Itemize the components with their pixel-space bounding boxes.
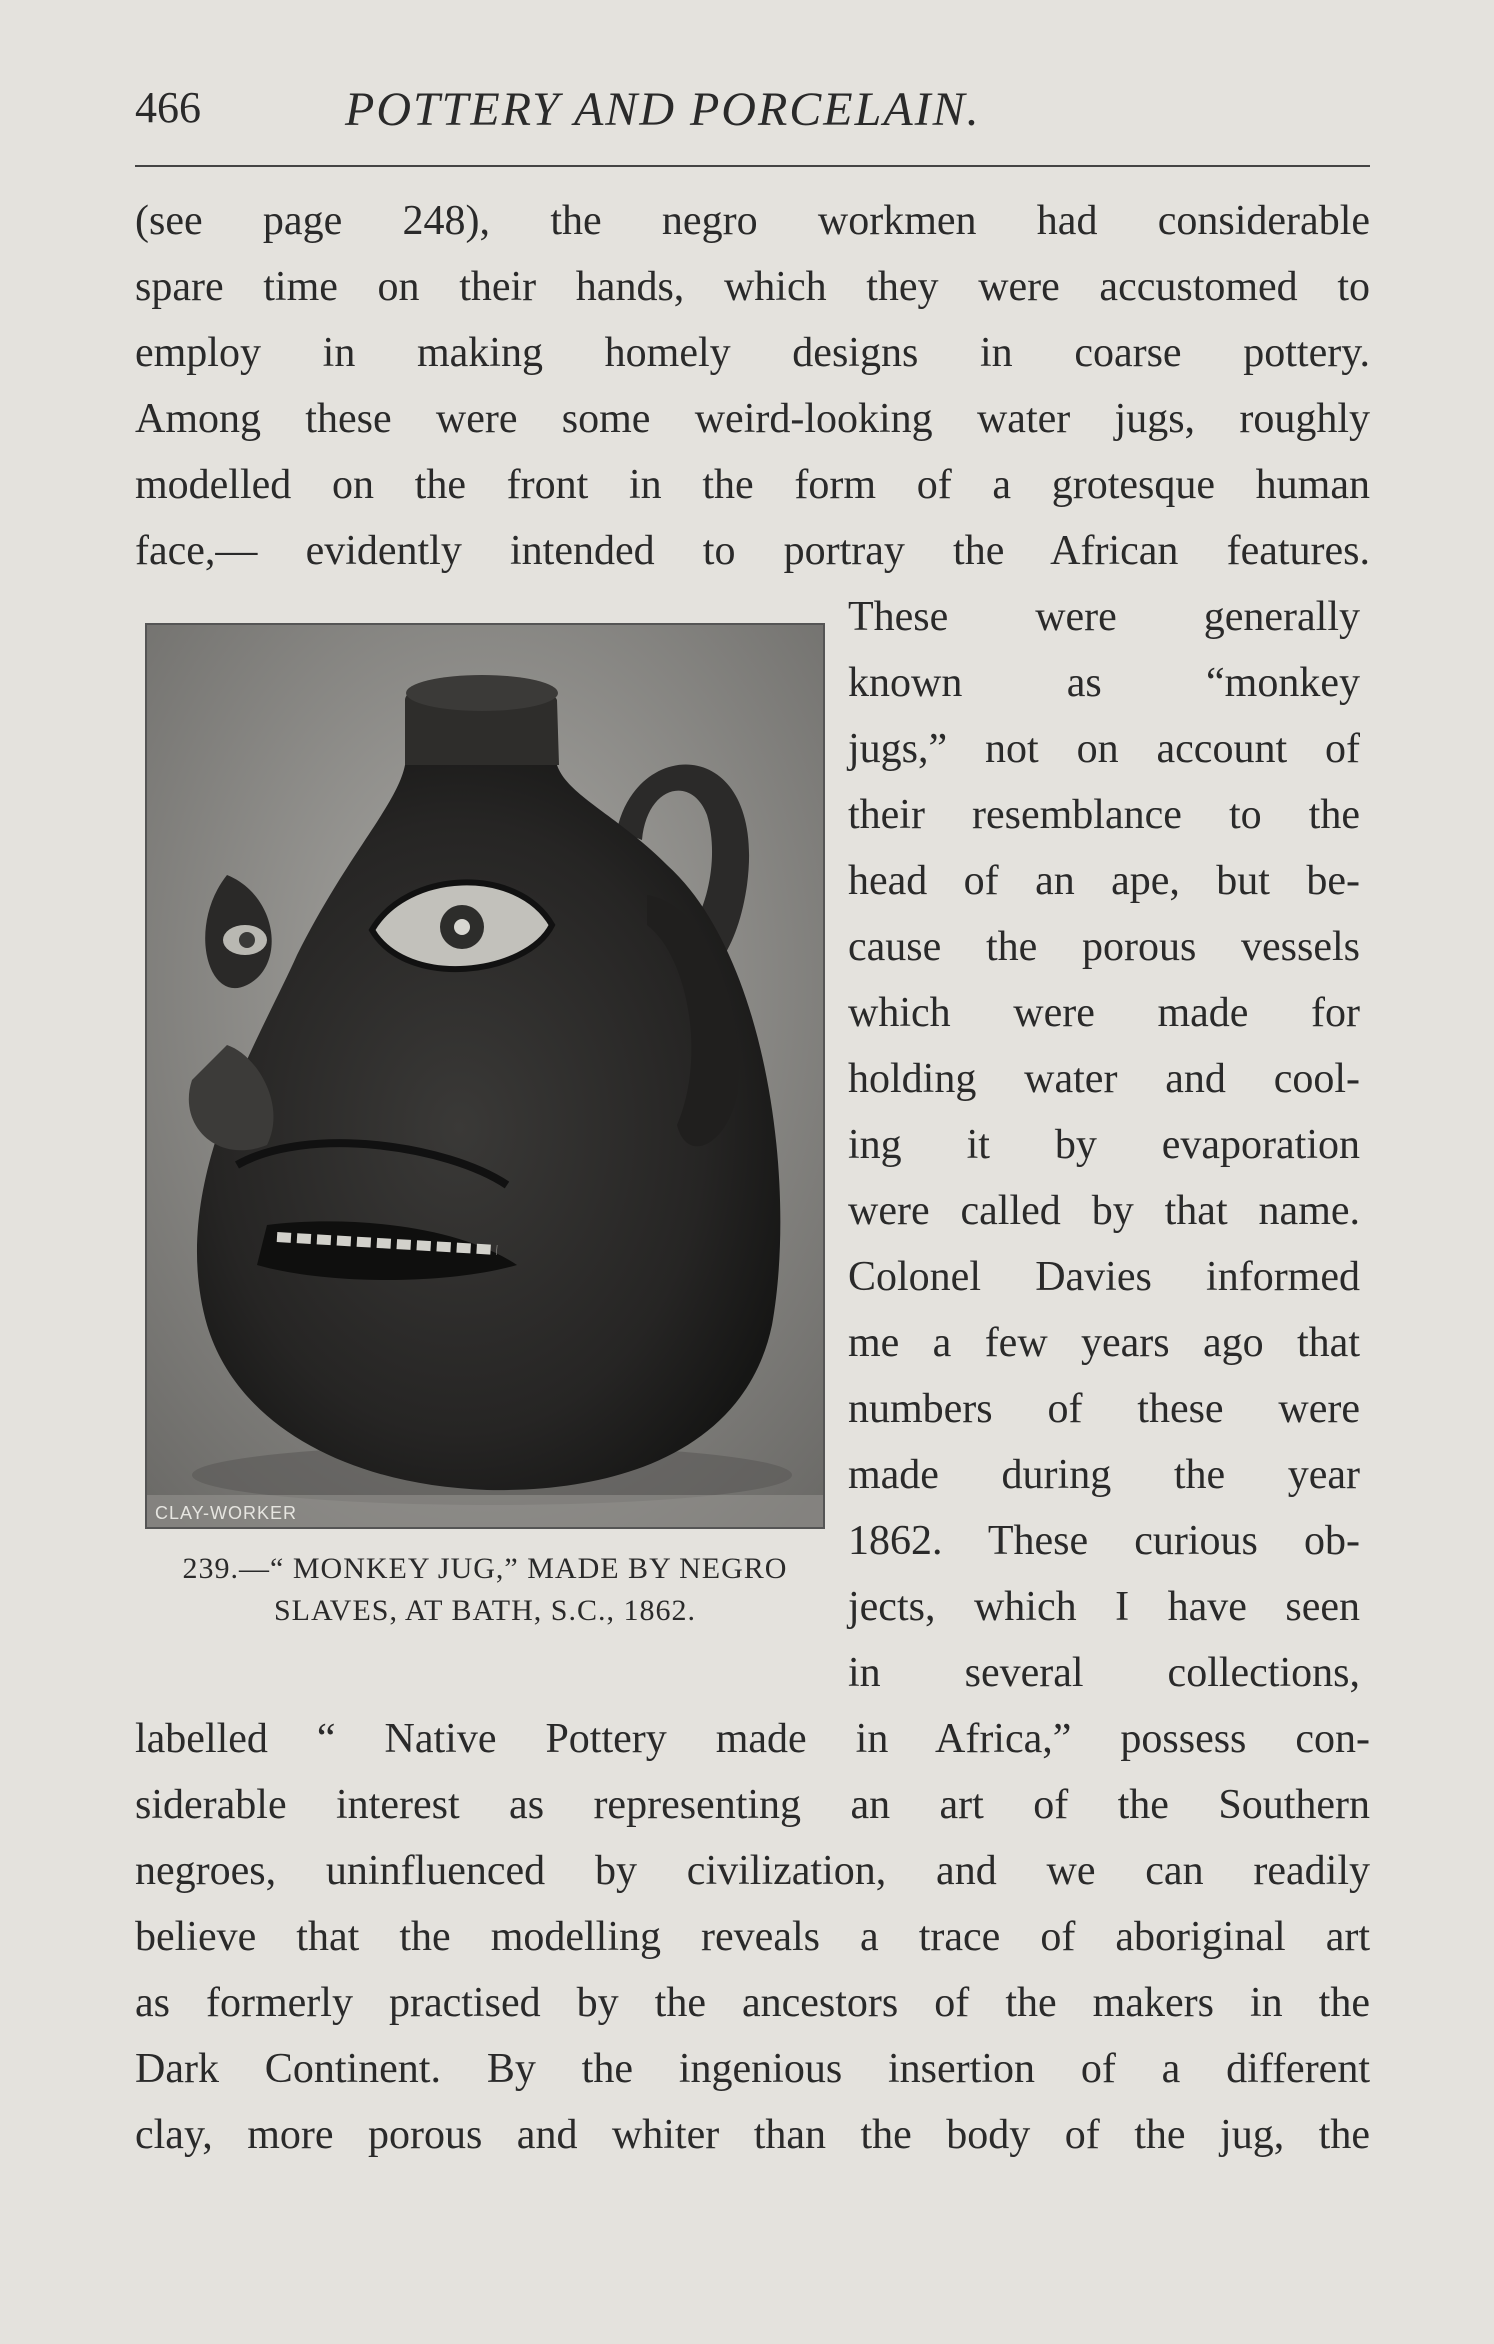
text-line: Among these were some weird-looking water jugs, roughly — [135, 396, 1370, 442]
text-line: as formerly practised by the ancestors of the makers in the — [135, 1980, 1370, 2026]
text-line: spare time on their hands, which they were accustomed to — [135, 264, 1370, 310]
wrap-text-line: in several collections, — [848, 1650, 1360, 1696]
wrap-text-line: their resemblance to the — [848, 792, 1360, 838]
text-line: Dark Continent. By the ingenious insertion of a different — [135, 2046, 1370, 2092]
running-title: POTTERY AND PORCELAIN. — [345, 83, 981, 136]
text-line: labelled “ Native Pottery made in Africa,” possess con- — [135, 1716, 1370, 1762]
page-number: 466 — [135, 83, 201, 132]
header-rule — [135, 165, 1370, 167]
jug-engraving — [147, 625, 823, 1527]
text-line: (see page 248), the negro workmen had considerable — [135, 198, 1370, 244]
wrap-text-line: head of an ape, but be- — [848, 858, 1360, 904]
figure-caption-line-2: SLAVES, AT BATH, S.C., 1862. — [274, 1594, 696, 1627]
wrap-text-line: which were made for — [848, 990, 1360, 1036]
wrap-text-line: made during the year — [848, 1452, 1360, 1498]
figure-caption-line-1: 239.—“ MONKEY JUG,” MADE BY NEGRO — [182, 1552, 788, 1585]
wrap-text-line: jugs,” not on account of — [848, 726, 1360, 772]
text-line: believe that the modelling reveals a trace of aboriginal art — [135, 1914, 1370, 1960]
text-line: employ in making homely designs in coarse pottery. — [135, 330, 1370, 376]
wrap-text-line: holding water and cool- — [848, 1056, 1360, 1102]
page-header — [135, 82, 1370, 142]
text-line: face,— evidently intended to portray the African features. — [135, 528, 1370, 574]
monkey-jug-illustration — [145, 623, 825, 1529]
wrap-text-line: numbers of these were — [848, 1386, 1360, 1432]
wrap-text-line: Colonel Davies informed — [848, 1254, 1360, 1300]
text-line: clay, more porous and whiter than the body of the jug, the — [135, 2112, 1370, 2158]
wrap-text-line: jects, which I have seen — [848, 1584, 1360, 1630]
wrap-text-line: were called by that name. — [848, 1188, 1360, 1234]
wrap-text-line: cause the porous vessels — [848, 924, 1360, 970]
text-line: siderable interest as representing an art of the Southern — [135, 1782, 1370, 1828]
wrap-text-line: ing it by evaporation — [848, 1122, 1360, 1168]
wrap-text-line: known as “monkey — [848, 660, 1360, 706]
wrap-text-line: These were generally — [848, 594, 1360, 640]
illustrator-signature: CLAY-WORKER — [155, 1503, 298, 1523]
wrap-text-line: me a few years ago that — [848, 1320, 1360, 1366]
text-line: modelled on the front in the form of a grotesque human — [135, 462, 1370, 508]
wrap-text-line: 1862. These curious ob- — [848, 1518, 1360, 1564]
text-line: negroes, uninfluenced by civilization, and we can readily — [135, 1848, 1370, 1894]
